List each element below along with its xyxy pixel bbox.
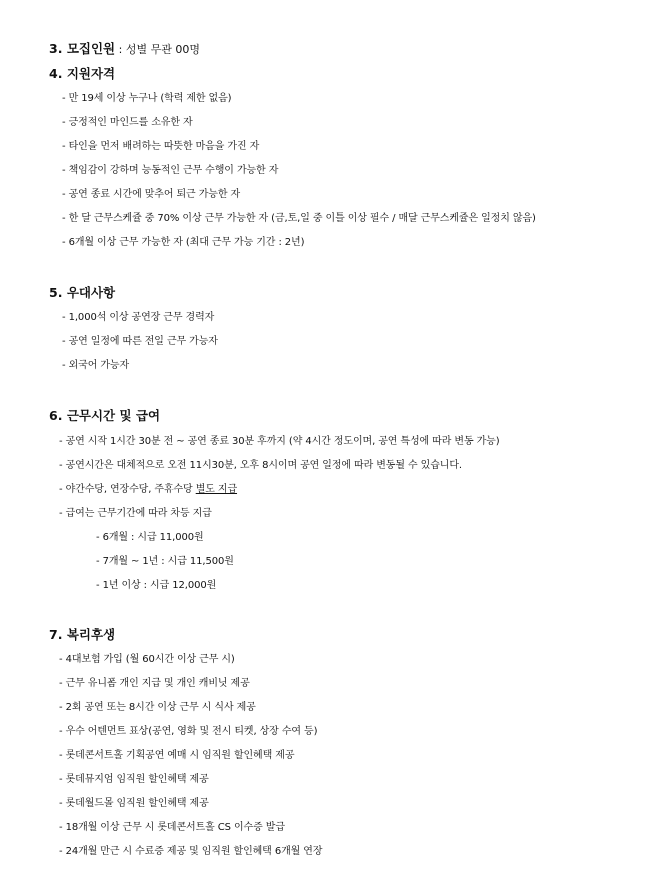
- list-item: - 공연 일정에 따른 전일 근무 가능자: [62, 336, 218, 347]
- section-7-heading: [49, 627, 115, 643]
- section-number: 5.: [49, 285, 63, 300]
- list-item: - 롯데뮤지엄 임직원 할인혜택 제공: [59, 774, 209, 785]
- section-3-heading: [49, 41, 200, 58]
- list-item: - 외국어 가능자: [62, 360, 130, 371]
- section-title: 근무시간 및 급여: [66, 408, 161, 423]
- recruit-count-text: : 성별 무관 00명: [115, 43, 200, 56]
- list-item: - 6개월 이상 근무 가능한 자 (최대 근무 가능 기간 : 2년): [62, 237, 305, 248]
- section-number: 3.: [49, 41, 63, 56]
- list-item: - 24개월 만근 시 수료증 제공 및 임직원 할인혜택 6개월 연장: [59, 846, 323, 857]
- list-item: - 18개월 이상 근무 시 롯데콘서트홀 CS 이수증 발급: [59, 822, 285, 833]
- list-item: - 4대보험 가입 (월 60시간 이상 근무 시): [59, 654, 235, 665]
- list-item: - 공연시간은 대체적으로 오전 11시30분, 오후 8시이며 공연 일정에 따라 변동될 수 있습니다.: [59, 460, 462, 471]
- list-item: - 타인을 먼저 배려하는 따뜻한 마음을 가진 자: [62, 141, 260, 152]
- section-title: 복리후생: [66, 627, 116, 642]
- list-item: - 롯데월드몰 임직원 할인혜택 제공: [59, 798, 209, 809]
- pay-item: - 6개월 : 시급 11,000원: [96, 532, 204, 543]
- allowance-item: [59, 482, 237, 498]
- list-item: - 만 19세 이상 누구나 (학력 제한 없음): [62, 93, 232, 104]
- section-number: 4.: [49, 66, 63, 81]
- list-item: - 한 달 근무스케쥴 중 70% 이상 근무 가능한 자 (금,토,일 중 이틀 이상 필수 / 매달 근무스케쥴은 일정치 않음): [62, 213, 536, 224]
- list-item: - 책임감이 강하며 능동적인 근무 수행이 가능한 자: [62, 165, 279, 176]
- section-6-heading: [49, 408, 160, 424]
- allowance-underlined-text: 별도 지급: [195, 484, 238, 495]
- section-title: 모집인원: [66, 41, 116, 56]
- list-item: - 우수 어텐먼트 표상(공연, 영화 및 전시 티켓, 상장 수여 등): [59, 726, 318, 737]
- section-5-heading: [49, 285, 115, 301]
- section-title: 우대사항: [66, 285, 116, 300]
- section-number: 6.: [49, 408, 63, 423]
- pay-item: - 1년 이상 : 시급 12,000원: [96, 580, 217, 591]
- list-item: - 근무 유니폼 개인 지급 및 개인 캐비닛 제공: [59, 678, 250, 689]
- allowance-text: - 야간수당, 연장수당, 주휴수당: [59, 484, 196, 495]
- list-item: - 롯데콘서트홀 기획공연 예매 시 임직원 할인혜택 제공: [59, 750, 295, 761]
- list-item: - 공연 종료 시간에 맞추어 퇴근 가능한 자: [62, 189, 241, 200]
- list-item: - 긍정적인 마인드를 소유한 자: [62, 117, 193, 128]
- pay-item: - 7개월 ~ 1년 : 시급 11,500원: [96, 556, 234, 567]
- section-4-heading: [49, 66, 115, 82]
- section-number: 7.: [49, 627, 63, 642]
- list-item: - 급여는 근무기간에 따라 차등 지급: [59, 508, 212, 519]
- list-item: - 1,000석 이상 공연장 근무 경력자: [62, 312, 215, 323]
- list-item: - 공연 시작 1시간 30분 전 ~ 공연 종료 30분 후까지 (약 4시간 정도이며, 공연 특성에 따라 변동 가능): [59, 436, 500, 447]
- section-title: 지원자격: [66, 66, 116, 81]
- list-item: - 2회 공연 또는 8시간 이상 근무 시 식사 제공: [59, 702, 256, 713]
